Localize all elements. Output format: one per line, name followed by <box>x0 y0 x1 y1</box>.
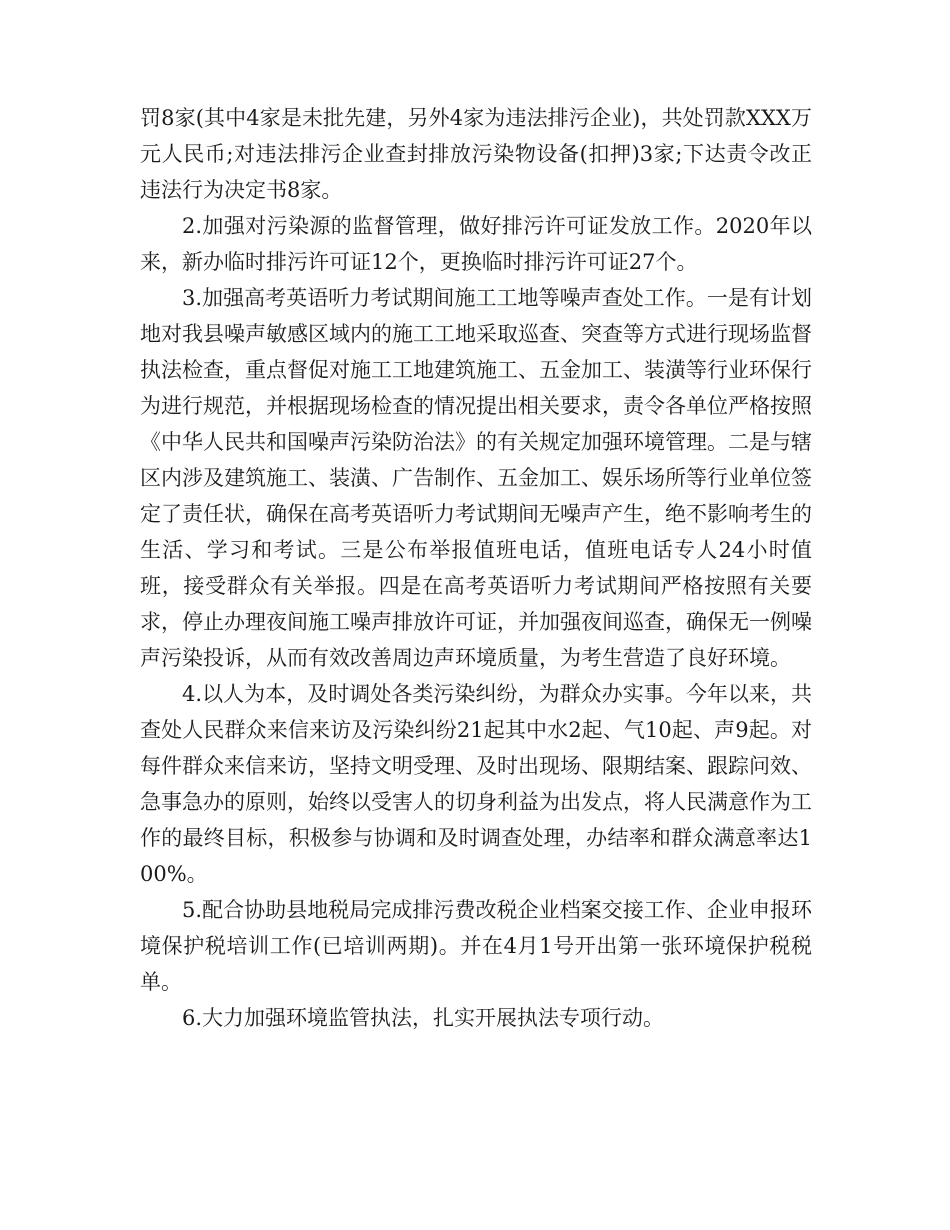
document-body <box>140 100 812 1036</box>
paragraph-tax-reform: 5.配合协助县地税局完成排污费改税企业档案交接工作、企业申报环境保护税培训工作(已培训两期)。并在4月1号开出第一张环境保护税税单。 <box>140 898 812 994</box>
paragraph-permit-management: 2.加强对污染源的监督管理，做好排污许可证发放工作。2020年以来，新办临时排污许可证12个，更换临时排污许可证27个。 <box>140 214 812 274</box>
paragraph-dispute-handling: 4.以人为本，及时调处各类污染纠纷，为群众办实事。今年以来，共查处人民群众来信来访及污染纠纷21起其中水2起、气10起、声9起。对每件群众来信来访，坚持文明受理、及时出现场、限期结案、跟踪问效、急事急办的原则，始终以受害人的切身利益为出发点，将人民满意作为工作的最终目标，积极参与协调和及时调查处理，办结率和群众满意率达100%。 <box>140 682 812 886</box>
paragraph-noise-control: 3.加强高考英语听力考试期间施工工地等噪声查处工作。一是有计划地对我县噪声敏感区域内的施工工地采取巡查、突查等方式进行现场监督执法检查，重点督促对施工工地建筑施工、五金加工、装潢等行业环保行为进行规范，并根据现场检查的情况提出相关要求，责令各单位严格按照《中华人民共和国噪声污染防治法》的有关规定加强环境管理。二是与辖区内涉及建筑施工、装潢、广告制作、五金加工、娱乐场所等行业单位签定了责任状，确保在高考英语听力考试期间无噪声产生，绝不影响考生的生活、学习和考试。三是公布举报值班电话，值班电话专人24小时值班，接受群众有关举报。四是在高考英语听力考试期间严格按照有关要求，停止办理夜间施工噪声排放许可证，并加强夜间巡查，确保无一例噪声污染投诉，从而有效改善周边声环境质量，为考生营造了良好环境。 <box>140 286 812 670</box>
paragraph-penalty-summary: 罚8家(其中4家是未批先建，另外4家为违法排污企业)，共处罚款XXX万元人民币;对违法排污企业查封排放污染物设备(扣押)3家;下达责令改正违法行为决定书8家。 <box>140 106 812 202</box>
paragraph-enforcement-action: 6.大力加强环境监管执法，扎实开展执法专项行动。 <box>182 1006 665 1030</box>
